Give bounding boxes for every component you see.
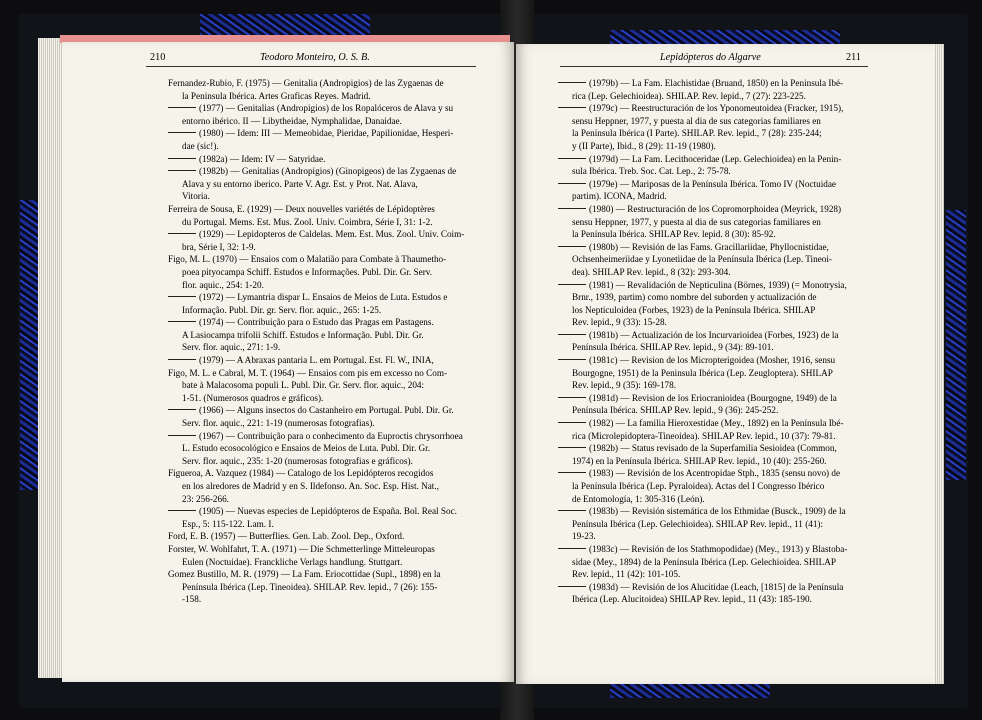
line-text: (1983d) — Revisión de los Alucitidae (Leach, [1815] de la Península <box>589 581 844 592</box>
bibliography-line <box>168 530 478 543</box>
ditto-dash <box>168 170 196 171</box>
bibliography-line <box>168 480 478 493</box>
line-text: (1982) — La familia Hieroxestidae (Mey., 1892) en la Península Ibé- <box>589 418 844 429</box>
ditto-dash <box>558 208 586 209</box>
line-text: (1982a) — Idem: IV — Satyridae. <box>199 153 326 164</box>
line-text: bate à Malacosoma populi L. Publ. Dir. Gr. Serv. flor. aquic., 204: <box>182 380 425 391</box>
bibliography-line <box>558 266 869 279</box>
bibliography-line <box>168 329 478 342</box>
ditto-dash <box>558 107 586 108</box>
bibliography-line <box>168 568 478 581</box>
bibliography-line <box>168 467 478 480</box>
line-text: Eulen (Noctuidae). Franckliche Verlags handlung. Stuttgart. <box>182 556 403 567</box>
line-text: Serv. flor. aquic., 221: 1-19 (numerosas fotografias). <box>182 418 375 429</box>
bibliography-line <box>558 165 869 178</box>
line-text: de Entomología, 1: 305-316 (León). <box>572 493 705 504</box>
bibliography-line <box>558 279 869 292</box>
bibliography-line <box>168 455 478 468</box>
line-text: (1983) — Revisión de los Acentropidae Stph., 1835 (sensu novo) de <box>589 468 841 479</box>
bibliography-line <box>168 266 478 279</box>
line-text: dae (sic!). <box>182 140 219 151</box>
ditto-dash <box>168 296 196 297</box>
bibliography-line <box>168 556 478 569</box>
line-text: Figo, M. L. (1970) — Ensaios com o Malatião para Combate à Thaumetho- <box>168 254 447 265</box>
bibliography-line <box>168 392 478 405</box>
ditto-dash <box>168 321 196 322</box>
bibliography-line <box>168 379 478 392</box>
bibliography-line <box>558 404 869 417</box>
line-text: (1979e) — Mariposas de la Península Ibérica. Tomo IV (Noctuidae <box>589 178 837 189</box>
line-text: (1979b) — La Fam. Elachistidae (Bruand, 1850) en la Peninsula Ibé- <box>589 78 844 88</box>
ditto-dash <box>558 158 586 159</box>
ditto-dash <box>168 409 196 410</box>
bibliography-line <box>168 341 478 354</box>
line-text: rica (Microlepidoptera-Tineoidea). SHILAP Rev. lepid., 10 (37): 79-81. <box>572 430 836 441</box>
line-text: du Portugal. Mems. Est. Mus. Zool. Univ. Coimbra, Série I, 31: 1-2. <box>182 216 433 227</box>
line-text: (1929) — Lepidopteros de Caldelas. Mem. Est. Mus. Zool. Univ. Coim- <box>199 229 465 240</box>
bibliography-line <box>168 241 478 254</box>
line-text: (1967) — Contribuição para o conhecimento da Euproctis chrysorrhoea <box>199 430 463 441</box>
line-text: (1983b) — Revisión sistemática de los Ethmidae (Busck., 1909) de la <box>589 506 846 517</box>
left-running-head: Teodoro Monteiro, O. S. B. <box>260 52 370 63</box>
bibliography-line <box>558 480 869 493</box>
ditto-dash <box>168 132 196 133</box>
bibliography-line <box>168 77 478 90</box>
bibliography-line <box>558 430 869 443</box>
line-text: 1-51. (Numerosos quadros e gráficos). <box>182 392 324 403</box>
bibliography-line <box>558 228 869 241</box>
line-text: (1981d) — Revision de los Eriocranioidea (Bourgogne, 1949) de la <box>589 392 837 403</box>
bibliography-line <box>558 417 869 430</box>
ditto-dash <box>168 107 196 108</box>
line-text: entorno ibérico. II — Libytheidae, Nymphalidae, Danaidae. <box>182 115 402 126</box>
marbled-endpaper-bottom <box>610 684 770 698</box>
bibliography-line <box>558 392 869 405</box>
bibliography-line <box>558 102 869 115</box>
ditto-dash <box>558 334 586 335</box>
line-text: (1905) — Nuevas especies de Lepidópteros de España. Bol. Real Soc. <box>199 506 457 517</box>
line-text: Figo, M. L. e Cabral, M. T. (1964) — Ensaios com pis em excesso no Com- <box>168 367 448 378</box>
marbled-endpaper-top-left <box>200 14 370 36</box>
line-text: la Peninsula Ibérica. Artes Graficas Reyes. Madrid. <box>182 90 371 101</box>
line-text: Serv. flor. aquic., 235: 1-20 (numerosas fotografias e gráficos). <box>182 455 413 466</box>
line-text: (1981) — Revalidación de Nepticulina (Börnes, 1939) (= Monotrysia, <box>589 279 847 290</box>
bibliography-line <box>168 203 478 216</box>
marbled-endpaper-right <box>946 210 966 480</box>
bibliography-line <box>168 178 478 191</box>
marbled-endpaper-left <box>20 200 38 490</box>
line-text: (1979d) — La Fam. Lecithoceridae (Lep. Gelechioidea) en la Penin- <box>589 153 842 164</box>
line-text: Fernandez-Rubio, F. (1975) — Genitalia (Andropigios) de las Zygaenas de <box>168 78 444 88</box>
bibliography-line <box>558 493 869 506</box>
bibliography-line <box>168 442 478 455</box>
left-header-rule <box>146 66 476 67</box>
right-page-number: 211 <box>846 52 861 63</box>
line-text: (1974) — Contribuição para o Estudo das Pragas em Pastagens. <box>199 317 434 328</box>
bibliography-line <box>558 329 869 342</box>
bibliography-line <box>558 291 869 304</box>
line-text: (1983c) — Revisión de los Stathmopodidae) (Mey., 1913) y Blastoba- <box>589 543 848 554</box>
bibliography-line <box>558 115 869 128</box>
ditto-dash <box>558 82 586 83</box>
bibliography-line <box>558 505 869 518</box>
line-text: (1981c) — Revision de los Micropterigoidea (Mosher, 1916, sensu <box>589 355 836 366</box>
line-text: Ford, E. B. (1957) — Butterflies. Gen. Lab. Zool. Dep., Oxford. <box>168 531 405 542</box>
line-text: Ibérica (Lep. Alucitoidea) SHILAP Rev. lepid., 11 (43): 185-190. <box>572 594 812 605</box>
line-text: sula Ibérica. Treb. Soc. Cat. Lep., 2: 75-78. <box>572 166 731 177</box>
bibliography-line <box>168 505 478 518</box>
bibliography-line <box>558 467 869 480</box>
ditto-dash <box>558 586 586 587</box>
bibliography-line <box>558 341 869 354</box>
line-text: Figueroa, A. Vazquez (1984) — Catalogo de los Lepidópteros recogidos <box>168 468 434 479</box>
line-text: los Nepticuloidea (Forbes, 1923) de la Península Ibérica. SHILAP <box>572 304 816 315</box>
bibliography-line <box>558 593 869 606</box>
bibliography-line <box>168 543 478 556</box>
bibliography-line <box>168 518 478 531</box>
bibliography-line <box>168 228 478 241</box>
bibliography-line <box>168 316 478 329</box>
bibliography-line <box>168 140 478 153</box>
bibliography-line <box>558 127 869 140</box>
bibliography-line <box>168 291 478 304</box>
line-text: flor. aquic., 254: 1-20. <box>182 279 264 290</box>
bibliography-line <box>168 216 478 229</box>
line-text: Rev. lepid., 9 (33): 15-28. <box>572 317 667 328</box>
ditto-dash <box>558 510 586 511</box>
bibliography-line <box>558 253 869 266</box>
line-text: Península Ibérica (Lep. Tineoidea). SHILAP. Rev. lepid., 7 (26): 155- <box>182 581 438 592</box>
bibliography-line <box>168 115 478 128</box>
line-text: Gomez Bustillo, M. R. (1979) — La Fam. Eriocottidae (Supl., 1898) en la <box>168 569 441 580</box>
bibliography-line <box>558 354 869 367</box>
bibliography-line <box>558 518 869 531</box>
left-bibliography-column <box>168 77 478 606</box>
line-text: (1980) — Idem: III — Memeobidae, Pieridae, Papilionidae, Hesperi- <box>199 128 454 139</box>
bibliography-line <box>558 241 869 254</box>
right-bibliography-column <box>558 77 869 606</box>
left-page-number: 210 <box>150 52 166 63</box>
bibliography-line <box>168 404 478 417</box>
bibliography-line <box>168 430 478 443</box>
bibliography-line <box>168 102 478 115</box>
line-text: (1980b) — Revisión de las Fams. Gracillariidae, Phyllocnistidae, <box>589 241 829 252</box>
line-text: Brnr., 1939, partim) como nombre del suborden y actualización de <box>572 292 817 303</box>
bibliography-line <box>558 90 869 103</box>
line-text: rica (Lep. Gelechioidea). SHILAP. Rev. lepid., 7 (27): 223-225. <box>572 90 806 101</box>
line-text: A Lasiocampa trifolii Schiff. Estudos e Informação. Publ. Dir. Gr. <box>182 329 424 340</box>
line-text: (1982b) — Status revisado de la Superfamilia Sesioidea (Common, <box>589 443 837 454</box>
bibliography-line <box>558 216 869 229</box>
line-text: la Península Ibérica. SHILAP Rev. lepid. 8 (30): 85-92. <box>572 229 776 240</box>
line-text: (1981b) — Actualización de los Incurvarioidea (Forbes, 1923) de la <box>589 329 839 340</box>
ditto-dash <box>558 359 586 360</box>
bibliography-line <box>168 127 478 140</box>
ditto-dash <box>168 510 196 511</box>
line-text: Bourgogne, 1951) de la Peninsula Ibérica (Lep. Zeugloptera). SHILAP <box>572 367 833 378</box>
bibliography-line <box>558 581 869 594</box>
line-text: (1982b) — Genitalias (Andropigios) (Ginopigeos) de las Zygaenas de <box>199 166 457 177</box>
bibliography-line <box>168 593 478 606</box>
line-text: bra, Série I, 32: 1-9. <box>182 241 256 252</box>
bibliography-line <box>558 77 869 90</box>
bibliography-line <box>168 253 478 266</box>
line-text: (1980) — Restructuración de los Copromorphoidea (Meyrick, 1928) <box>589 203 842 214</box>
ditto-dash <box>558 447 586 448</box>
ditto-dash <box>558 548 586 549</box>
line-text: en los alredores de Madrid y en S. Ildefonso. An. Soc. Esp. Hist. Nat., <box>182 481 439 491</box>
bibliography-line <box>168 581 478 594</box>
bibliography-line <box>558 203 869 216</box>
bibliography-line <box>558 530 869 543</box>
line-text: Península Ibérica. SHILAP Rev. lepid., 9 (36): 245-252. <box>572 405 779 416</box>
line-text: Península Ibérica (Lep. Gelechioidea). SHILAP Rev. lepid., 11 (41): <box>572 518 824 529</box>
ditto-dash <box>168 359 196 360</box>
line-text: 19-23. <box>572 531 596 542</box>
line-text: Rev. lepid., 11 (42): 101-105. <box>572 569 681 580</box>
line-text: Península Ibérica. SHILAP Rev. lepid., 9 (34): 89-101. <box>572 342 774 353</box>
bibliography-line <box>168 153 478 166</box>
bibliography-line <box>558 304 869 317</box>
bibliography-line <box>558 543 869 556</box>
ditto-dash <box>558 397 586 398</box>
line-text: (1972) — Lymantria dispar L. Ensaios de Meios de Luta. Estudos e <box>199 292 448 303</box>
bibliography-line <box>168 90 478 103</box>
bibliography-line <box>558 556 869 569</box>
line-text: y (II Parte), Ibid., 8 (29): 11-19 (1980). <box>572 140 716 151</box>
line-text: (1979) — A Abraxas pantaria L. em Portugal. Est. Fl. W., INIA, <box>199 355 434 366</box>
bibliography-line <box>168 279 478 292</box>
line-text: Ochsenheimeriidae y Lyonetiidae de la Península Ibérica (Lep. Tineoi- <box>572 254 832 265</box>
ditto-dash <box>558 472 586 473</box>
right-running-head: Lepidópteros do Algarve <box>660 52 761 63</box>
line-text: Rev. lepid., 9 (35): 169-178. <box>572 380 677 391</box>
bibliography-line <box>168 354 478 367</box>
bibliography-line <box>558 140 869 153</box>
line-text: dea). SHILAP Rev. lepid., 8 (32): 293-304. <box>572 266 731 277</box>
line-text: 1974) en la Península Ibérica. SHILAP Rev. lepid., 10 (40): 255-260. <box>572 455 827 466</box>
line-text: 23: 256-266. <box>182 493 229 504</box>
line-text: L. Estudo ecosocológico e Ensaios de Meios de Luta. Publ. Dir. Gr. <box>182 443 431 454</box>
bibliography-line <box>168 190 478 203</box>
line-text: partim). ICONA, Madrid. <box>572 191 667 202</box>
bibliography-line <box>558 316 869 329</box>
ditto-dash <box>168 435 196 436</box>
line-text: Serv. flor. aquic., 271: 1-9. <box>182 342 281 353</box>
bibliography-line <box>168 493 478 506</box>
bibliography-line <box>558 568 869 581</box>
bibliography-line <box>558 455 869 468</box>
ditto-dash <box>558 246 586 247</box>
line-text: sensu Heppner, 1977, y puesta al dia de sus categorias familiares en <box>572 115 821 126</box>
line-text: Forster, W. Wohlfahrt, T. A. (1971) — Die Schmetterlinge Mitteleuropas <box>168 543 435 554</box>
ditto-dash <box>168 158 196 159</box>
bibliography-line <box>168 165 478 178</box>
line-text: Informação. Publ. Dir. gr. Serv. flor. aquic., 265: 1-25. <box>182 304 382 315</box>
ditto-dash <box>558 284 586 285</box>
line-text: Esp., 5: 115-122. Lam. I. <box>182 518 274 529</box>
bibliography-line <box>168 367 478 380</box>
bibliography-line <box>168 304 478 317</box>
ditto-dash <box>558 183 586 184</box>
line-text: Ferreira de Sousa, E. (1929) — Deux nouvelles variétés de Lépidoptères <box>168 203 435 214</box>
bibliography-line <box>558 367 869 380</box>
line-text: Alava y su entorno iberico. Parte V. Agr. Est. y Prot. Nat. Alava, <box>182 178 418 189</box>
line-text: la Península Ibérica (Lep. Pyraloidea). Actas del I Congresso Ibérico <box>572 481 825 491</box>
bibliography-line <box>558 178 869 191</box>
line-text: (1966) — Alguns insectos do Castanheiro em Portugal. Publ. Dir. Gr. <box>199 405 454 416</box>
bibliography-line <box>558 442 869 455</box>
line-text: poea pityocampa Schiff. Estudos e Informações. Publ. Dir. Gr. Serv. <box>182 266 433 277</box>
bibliography-line <box>558 379 869 392</box>
line-text: sensu Heppner, 1977, y puesta al dia de sus categorias familiares en <box>572 216 821 227</box>
bibliography-line <box>168 417 478 430</box>
ditto-dash <box>558 422 586 423</box>
right-header-rule <box>560 66 868 67</box>
line-text: sidae (Mey., 1894) de la Península Ibérica (Lep. Gelechioidea. SHILAP <box>572 556 836 567</box>
bibliography-line <box>558 153 869 166</box>
marbled-endpaper-top-right <box>610 30 840 44</box>
bibliography-line <box>558 190 869 203</box>
ditto-dash <box>168 233 196 234</box>
line-text: la Península Ibérica (I Parte). SHILAP. Rev. lepid., 7 (28): 235-244; <box>572 128 822 139</box>
line-text: -158. <box>182 594 202 605</box>
line-text: (1979c) — Reestructuración de los Yponomeutoidea (Fracker, 1915), <box>589 103 844 114</box>
line-text: Vitoria. <box>182 191 210 202</box>
line-text: (1977) — Genitalias (Andropigios) de los Ropalóceros de Alava y su <box>199 103 454 114</box>
